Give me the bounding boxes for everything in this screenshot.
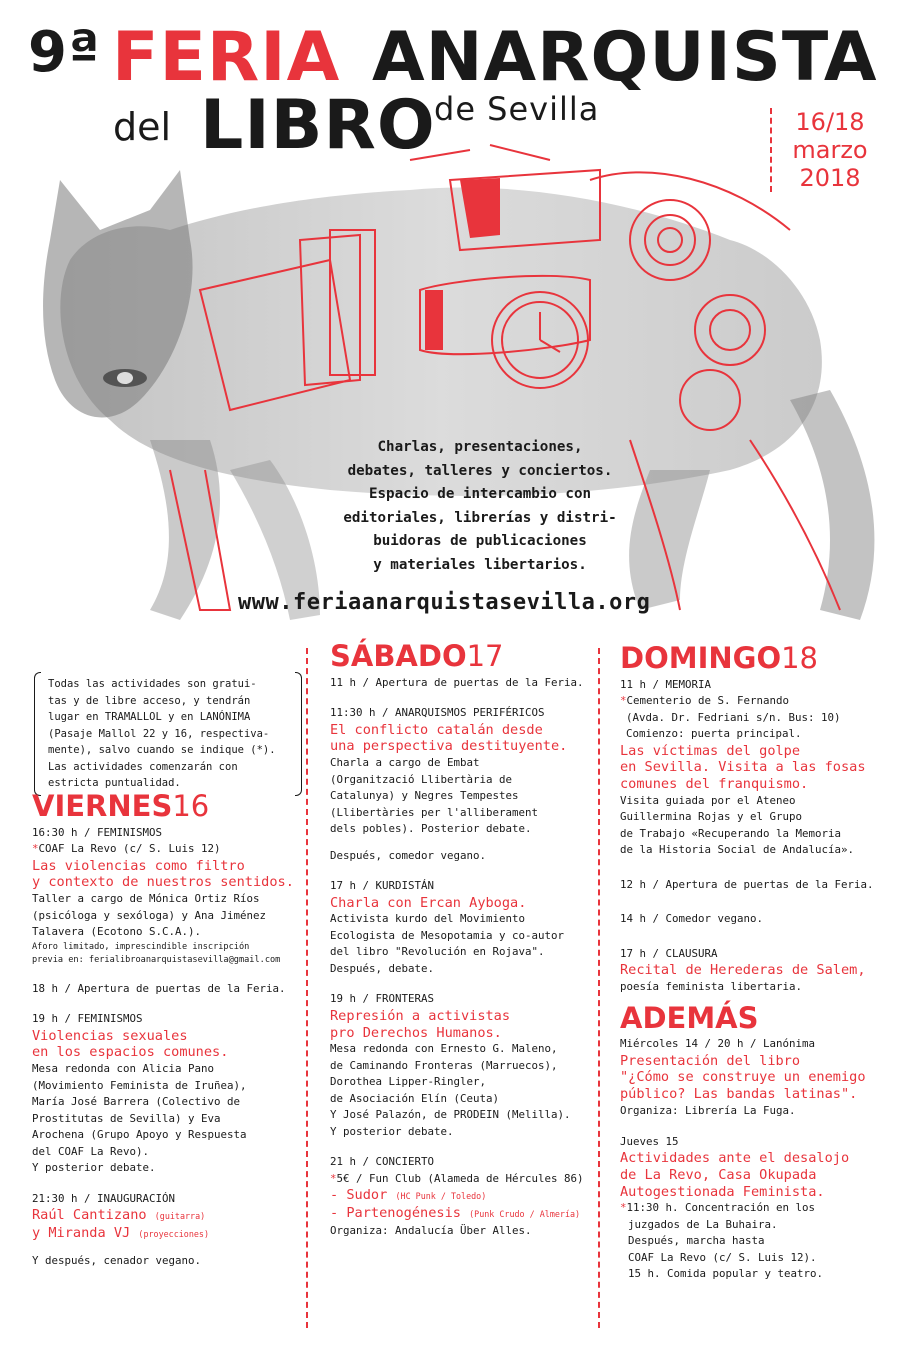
event-block: 19 h / FEMINISMOS Violencias sexuales en los espacios comunes. Mesa redonda con Alicia Pano (Movimiento Feminista de Iruñea), María José Barrera (Colectivo de Prostitutas de Sevilla) y Eva Arochena (Grupo Apoyo y Respuesta del COAF La Revo). Y posterior debate.	[32, 1012, 247, 1175]
title-feria: FERIA	[112, 18, 341, 97]
day-heading-sabado: SÁBADO17	[330, 639, 504, 673]
column-domingo	[620, 641, 890, 1297]
event-block: 18 h / Apertura de puertas de la Feria.	[32, 981, 286, 995]
title-del: del	[113, 105, 172, 149]
event-block: 11 h / Apertura de puertas de la Feria.	[330, 675, 584, 689]
event-block: 19 h / FRONTERAS Represión a activistas pro Derechos Humanos. Mesa redonda con Ernesto G. Maleno, de Caminando Fronteras (Marruecos), Dorothea Lipper-Ringler, de Asociación Elín (Ceuta) Y José Palazón, de PRODEIN (Melilla). Y posterior debate.	[330, 992, 571, 1138]
event-block: 21:30 h / INAUGURACIÓN Raúl Cantizano (guitarra) y Miranda VJ (proyecciones) Y después, cenador vegano.	[32, 1191, 209, 1267]
heading-ademas: ADEMÁS	[620, 1000, 759, 1035]
edition-number: 9ª	[28, 20, 101, 85]
intro-text: Charlas, presentaciones, debates, talleres y conciertos. Espacio de intercambio con editoriales, librerías y distri- buidoras de publicaciones y materiales libertarios.	[343, 439, 617, 573]
day-heading-domingo: DOMINGO18	[620, 641, 819, 675]
title-de-sevilla: de Sevilla	[434, 90, 600, 128]
dates-year: 2018	[799, 164, 861, 192]
column-divider-left	[306, 648, 308, 1328]
column-divider-right	[598, 648, 600, 1328]
event-block: Miércoles 14 / 20 h / Lanónima Presentación del libro "¿Cómo se construye un enemigo público? Las bandas latinas". Organiza: Librería La Fuga.	[620, 1037, 866, 1118]
title-anarquista: ANARQUISTA	[372, 18, 878, 97]
column-viernes	[32, 789, 300, 1283]
event-block: 11 h / MEMORIA *Cementerio de S. Fernando (Avda. Dr. Fedriani s/n. Bus: 10) Comienzo: puerta principal. Las víctimas del golpe en Sevilla. Visita a las fosas comunes del franquismo. Visita guiada por el Ateneo Guillermina Rojas y el Grupo de Trabajo «Recuperando la Memoria de la Historia Social de Andalucía».	[620, 677, 866, 857]
event-block: 17 h / KURDISTÁN Charla con Ercan Ayboga. Activista kurdo del Movimiento Ecologista de Mesopotamia y co-autor del libro "Revolución en Rojava". Después, debate.	[330, 879, 565, 975]
event-block: 17 h / CLAUSURA Recital de Herederas de Salem, poesía feminista libertaria.	[620, 946, 866, 994]
event-block: 16:30 h / FEMINISMOS *COAF La Revo (c/ S. Luis 12) Las violencias como filtro y contexto de nuestros sentidos. Taller a cargo de Mónica Ortiz Ríos (psicóloga y sexóloga) y Ana Jiménez Talavera (Ecotono S.C.A.). Aforo limitado, imprescindible inscripción previa en: ferialibroanarquistasevilla@gmail.com	[32, 825, 294, 965]
dates-month: marzo	[792, 136, 868, 164]
event-block: 14 h / Comedor vegano.	[620, 912, 764, 926]
title-libro: LIBRO	[200, 86, 436, 165]
day-heading-viernes: VIERNES16	[32, 789, 210, 823]
event-block: 11:30 h / ANARQUISMOS PERIFÉRICOS El conflicto catalán desde una perspectiva destituyente. Charla a cargo de Embat (Organització Llibertària de Catalunya) y Negres Tempestes (Llibertàries per l'alliberament dels pobles). Posterior debate. Después, comedor vegano.	[330, 706, 568, 862]
website-url[interactable]: www.feriaanarquistasevilla.org	[238, 590, 651, 615]
dates-range: 16/18	[795, 108, 865, 136]
event-block: 12 h / Apertura de puertas de la Feria.	[620, 877, 874, 891]
event-block: Jueves 15 Actividades ante el desalojo de La Revo, Casa Okupada Autogestionada Feminista. *11:30 h. Concentración en los juzgados de La Buhaira. Después, marcha hasta COAF La Revo (c/ S. Luis 12). 15 h. Comida popular y teatro.	[620, 1134, 850, 1281]
info-box: Todas las actividades son gratui- tas y de libre acceso, y tendrán lugar en TRAMALLOL y en LANÓNIMA (Pasaje Mallol 22 y 16, respectiva- mente), salvo cuando se indique (*). Las actividades comenzarán con estricta puntualidad.	[34, 672, 302, 796]
column-sabado	[330, 639, 592, 1254]
event-block: 21 h / CONCIERTO *5€ / Fun Club (Alameda de Hércules 86) - Sudor (HC Punk / Toledo) - Partenogénesis (Punk Crudo / Almería) Organiza: Andalucía Über Alles.	[330, 1155, 584, 1238]
